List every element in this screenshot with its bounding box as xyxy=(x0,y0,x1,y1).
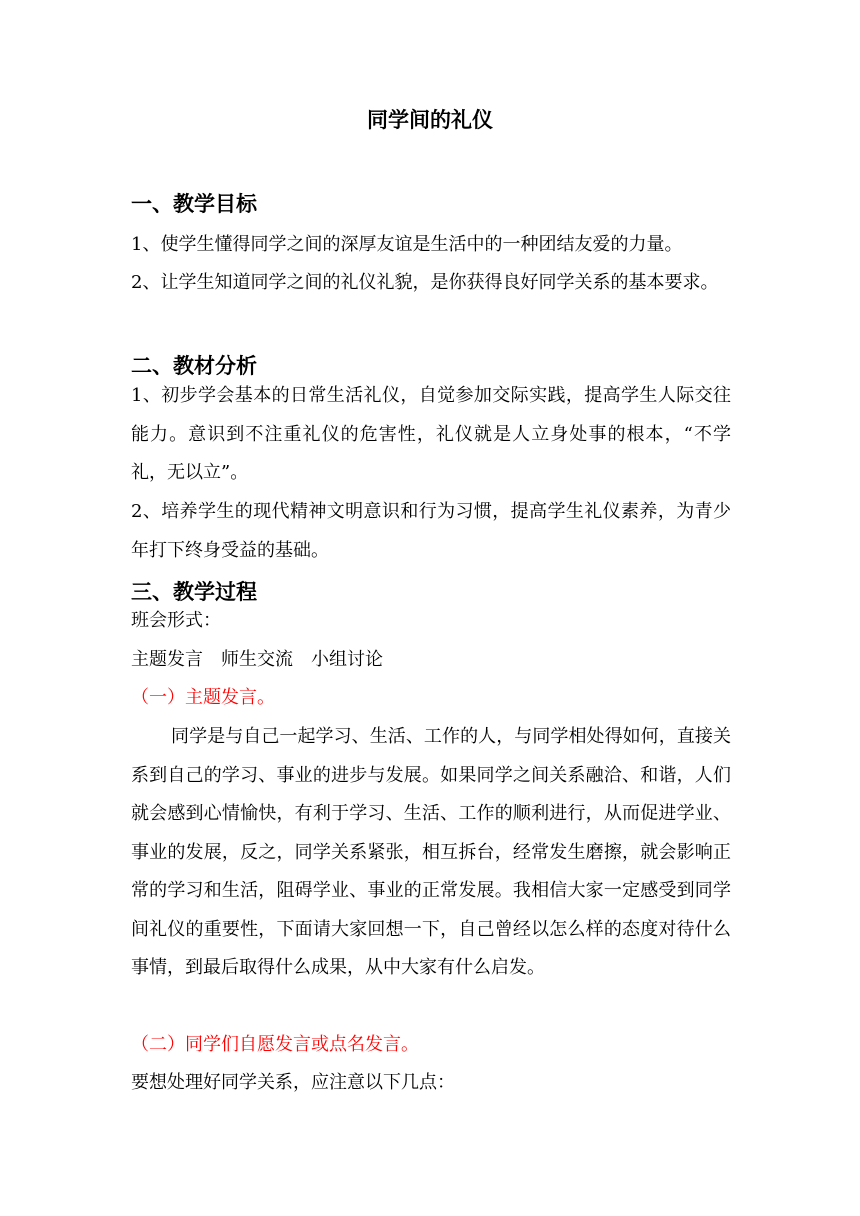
theme-speech-body: 同学是与自己一起学习、生活、工作的人，与同学相处得如何，直接关系到自己的学习、事业的进步与发展。如果同学之间关系融洽、和谐，人们就会感到心情愉快，有利于学习、生活、工作的顺利进行，从而促进学业、事业的发展，反之，同学关系紧张，相互拆台，经常发生磨擦，就会影响正常的学习和生活，阻碍学业、事业的正常发展。我相信大家一定感受到同学间礼仪的重要性，下面请大家回想一下，自己曾经以怎么样的态度对待什么事情，到最后取得什么成果，从中大家有什么启发。 xyxy=(131,726,731,978)
closing-line: 要想处理好同学关系，应注意以下几点： xyxy=(131,1072,455,1093)
class-form-label: 班会形式： xyxy=(131,610,221,631)
analysis-item-1: 1、初步学会基本的日常生活礼仪，自觉参加交际实践，提高学生人际交往能力。意识到不注重礼仪的危害性，礼仪就是人立身处事的根本，“不学礼，无以立”。 xyxy=(131,385,731,483)
document-title: 同学间的礼仪 xyxy=(367,108,493,132)
analysis-item-2: 2、培养学生的现代精神文明意识和行为习惯，提高学生礼仪素养，为青少年打下终身受益的基础。 xyxy=(131,501,731,561)
subheading-theme-speech: （一）主题发言。 xyxy=(131,687,275,708)
section-heading-process: 三、教学过程 xyxy=(131,580,257,604)
subheading-volunteer-speech: （二）同学们自愿发言或点名发言。 xyxy=(131,1034,419,1055)
objective-item-1: 1、使学生懂得同学之间的深厚友谊是生活中的一种团结友爱的力量。 xyxy=(131,234,683,255)
section-heading-objectives: 一、教学目标 xyxy=(131,192,257,216)
section-heading-analysis: 二、教材分析 xyxy=(131,354,257,378)
objective-item-2: 2、让学生知道同学之间的礼仪礼貌，是你获得良好同学关系的基本要求。 xyxy=(131,272,719,293)
class-form-list: 主题发言 师生交流 小组讨论 xyxy=(131,649,383,670)
